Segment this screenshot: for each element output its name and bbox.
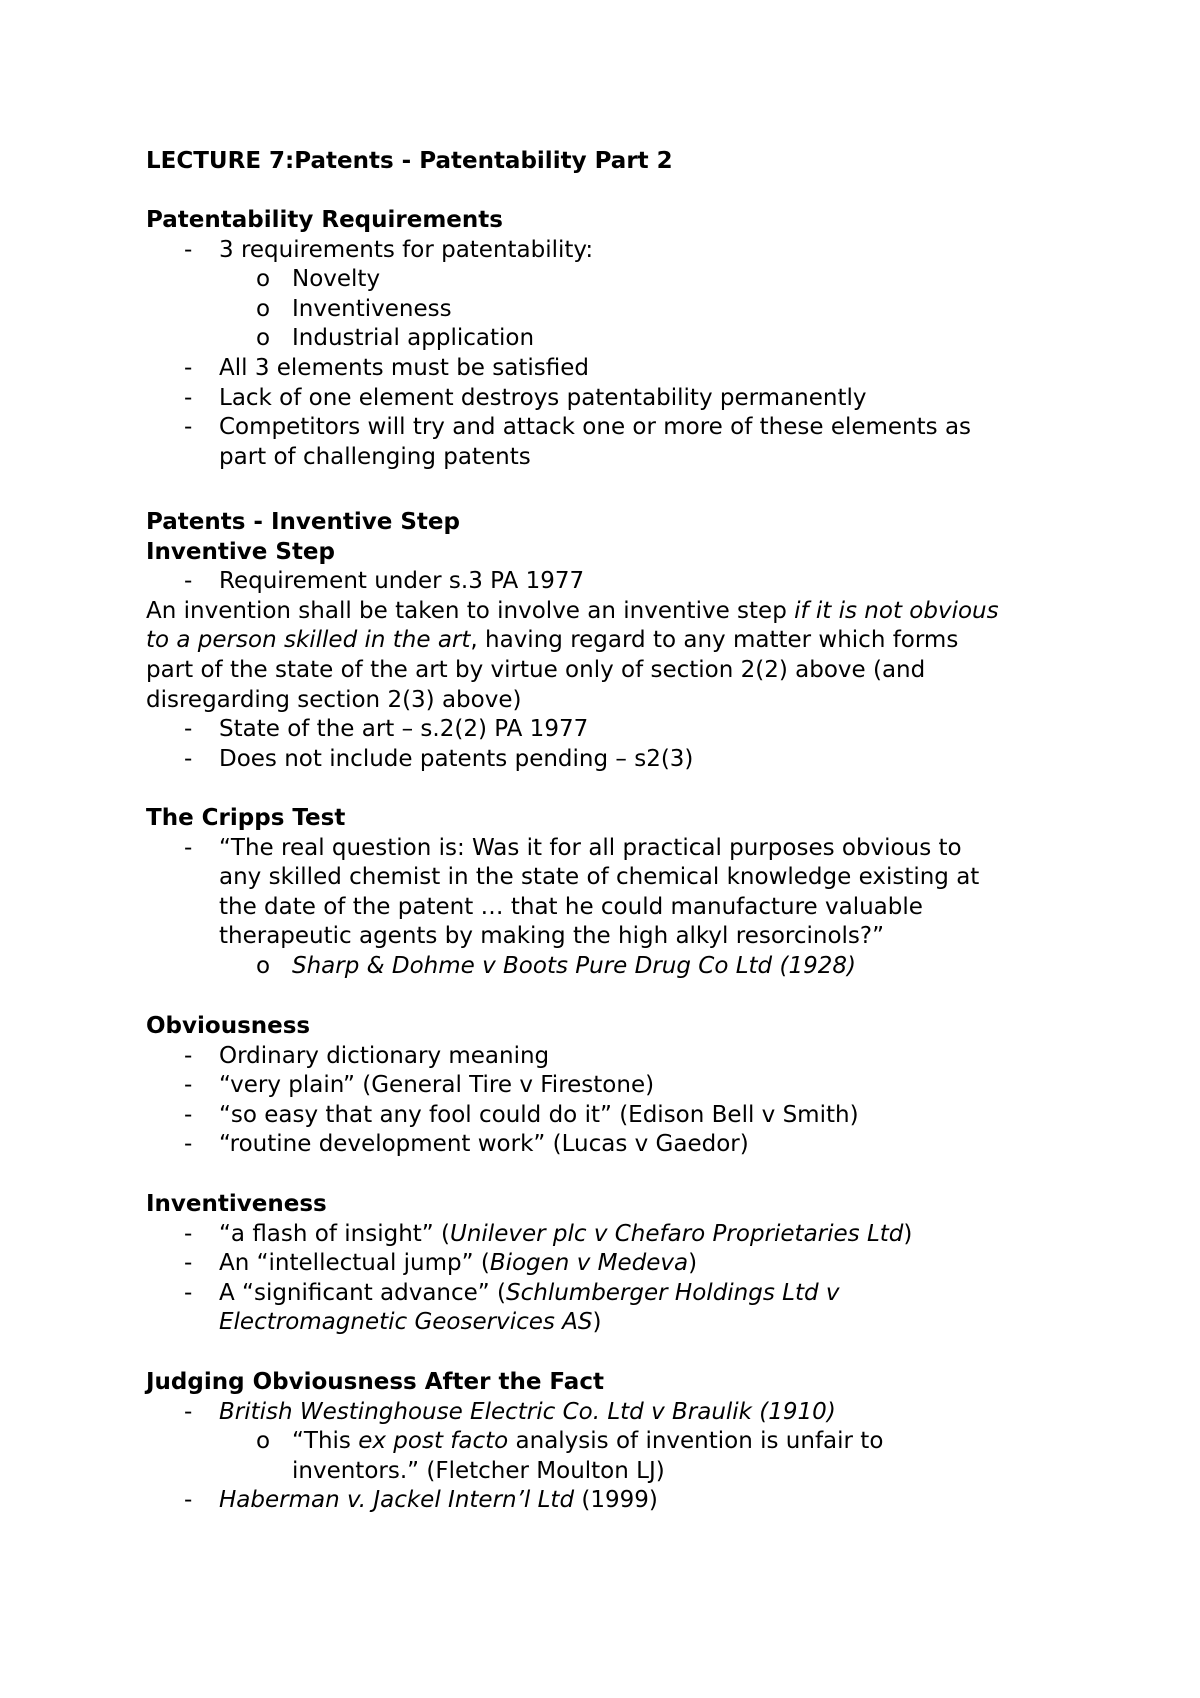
dash-marker: - xyxy=(184,1101,193,1128)
section-heading: Patentability Requirements xyxy=(146,207,503,233)
dash-marker: - xyxy=(184,414,193,441)
list-item-continuation: Electromagnetic Geoservices AS) xyxy=(219,1309,602,1336)
section-heading: Obviousness xyxy=(146,1013,311,1039)
dash-marker: - xyxy=(184,1042,193,1069)
list-item: - British Westinghouse Electric Co. Ltd v Braulik (1910) xyxy=(146,1398,1106,1428)
bullet-marker: o xyxy=(256,266,271,293)
list-item: - “very plain” (General Tire v Firestone) xyxy=(146,1071,1106,1101)
section-obviousness xyxy=(146,1012,1106,1160)
sub-list-item: o Inventiveness xyxy=(146,295,1106,325)
list-item: - Competitors will try and attack one or more of these elements as xyxy=(146,413,1106,443)
statute-quote-line: An invention shall be taken to involve an inventive step if it is not obvious xyxy=(146,597,999,624)
list-item: - A “significant advance” (Schlumberger Holdings Ltd v xyxy=(146,1279,1106,1309)
statute-quote-line: to a person skilled in the art, having regard to any matter which forms xyxy=(146,627,959,654)
list-item: - “The real question is: Was it for all practical purposes obvious to xyxy=(146,834,1106,864)
dash-marker: - xyxy=(184,1279,193,1306)
list-item: - Requirement under s.3 PA 1977 xyxy=(146,567,1106,597)
dash-marker: - xyxy=(184,1250,193,1277)
statute-quote-line: part of the state of the art by virtue only of section 2(2) above (and xyxy=(146,656,926,683)
section-patentability-requirements xyxy=(146,206,1106,472)
section-subheading: Inventive Step xyxy=(146,538,335,565)
section-inventive-step xyxy=(146,508,1106,774)
list-item-continuation: any skilled chemist in the state of chemical knowledge existing at xyxy=(219,864,980,891)
list-item-continuation: part of challenging patents xyxy=(219,443,531,470)
dash-marker: - xyxy=(184,745,193,772)
list-item: - “so easy that any fool could do it” (Edison Bell v Smith) xyxy=(146,1101,1106,1131)
list-item: - State of the art – s.2(2) PA 1977 xyxy=(146,715,1106,745)
sub-list-item-continuation: inventors.” (Fletcher Moulton LJ) xyxy=(292,1457,665,1484)
list-item: - 3 requirements for patentability: xyxy=(146,236,1106,266)
bullet-marker: o xyxy=(256,952,271,979)
list-item: - “a flash of insight” (Unilever plc v Chefaro Proprietaries Ltd) xyxy=(146,1220,1106,1250)
section-judging-obviousness xyxy=(146,1368,1106,1516)
dash-marker: - xyxy=(184,1487,193,1514)
bullet-marker: o xyxy=(256,325,271,352)
dash-marker: - xyxy=(184,568,193,595)
dash-marker: - xyxy=(184,1398,193,1425)
section-inventiveness xyxy=(146,1190,1106,1338)
list-item-continuation: the date of the patent … that he could manufacture valuable xyxy=(219,893,923,920)
sub-list-item: o Novelty xyxy=(146,265,1106,295)
list-item: - “routine development work” (Lucas v Gaedor) xyxy=(146,1130,1106,1160)
list-item: - All 3 elements must be satisfied xyxy=(146,354,1106,384)
dash-marker: - xyxy=(184,716,193,743)
list-item: - Haberman v. Jackel Intern’l Ltd (1999) xyxy=(146,1486,1106,1516)
list-item: - An “intellectual jump” (Biogen v Medeva) xyxy=(146,1249,1106,1279)
sub-list-item: o “This ex post facto analysis of invention is unfair to xyxy=(146,1427,1106,1457)
dash-marker: - xyxy=(184,1072,193,1099)
section-heading: Patents - Inventive Step xyxy=(146,509,460,535)
dash-marker: - xyxy=(184,384,193,411)
section-cripps-test xyxy=(146,804,1106,982)
dash-marker: - xyxy=(184,1220,193,1247)
section-heading: Judging Obviousness After the Fact xyxy=(146,1369,604,1395)
lecture-title: LECTURE 7:Patents - Patentability Part 2 xyxy=(146,148,673,174)
list-item: - Lack of one element destroys patentability permanently xyxy=(146,384,1106,414)
dash-marker: - xyxy=(184,1131,193,1158)
dash-marker: - xyxy=(184,834,193,861)
sub-list-item: o Sharp & Dohme v Boots Pure Drug Co Ltd (1928) xyxy=(146,952,1106,982)
bullet-marker: o xyxy=(256,295,271,322)
lecture-title-block xyxy=(146,147,1106,177)
section-heading: Inventiveness xyxy=(146,1191,327,1217)
dash-marker: - xyxy=(184,236,193,263)
list-item: - Ordinary dictionary meaning xyxy=(146,1042,1106,1072)
list-item: - Does not include patents pending – s2(3) xyxy=(146,745,1106,775)
statute-quote-line: disregarding section 2(3) above) xyxy=(146,686,522,713)
list-item-continuation: therapeutic agents by making the high alkyl resorcinols?” xyxy=(219,923,885,950)
sub-list-item: o Industrial application xyxy=(146,324,1106,354)
bullet-marker: o xyxy=(256,1428,271,1455)
dash-marker: - xyxy=(184,354,193,381)
section-heading: The Cripps Test xyxy=(146,805,346,831)
